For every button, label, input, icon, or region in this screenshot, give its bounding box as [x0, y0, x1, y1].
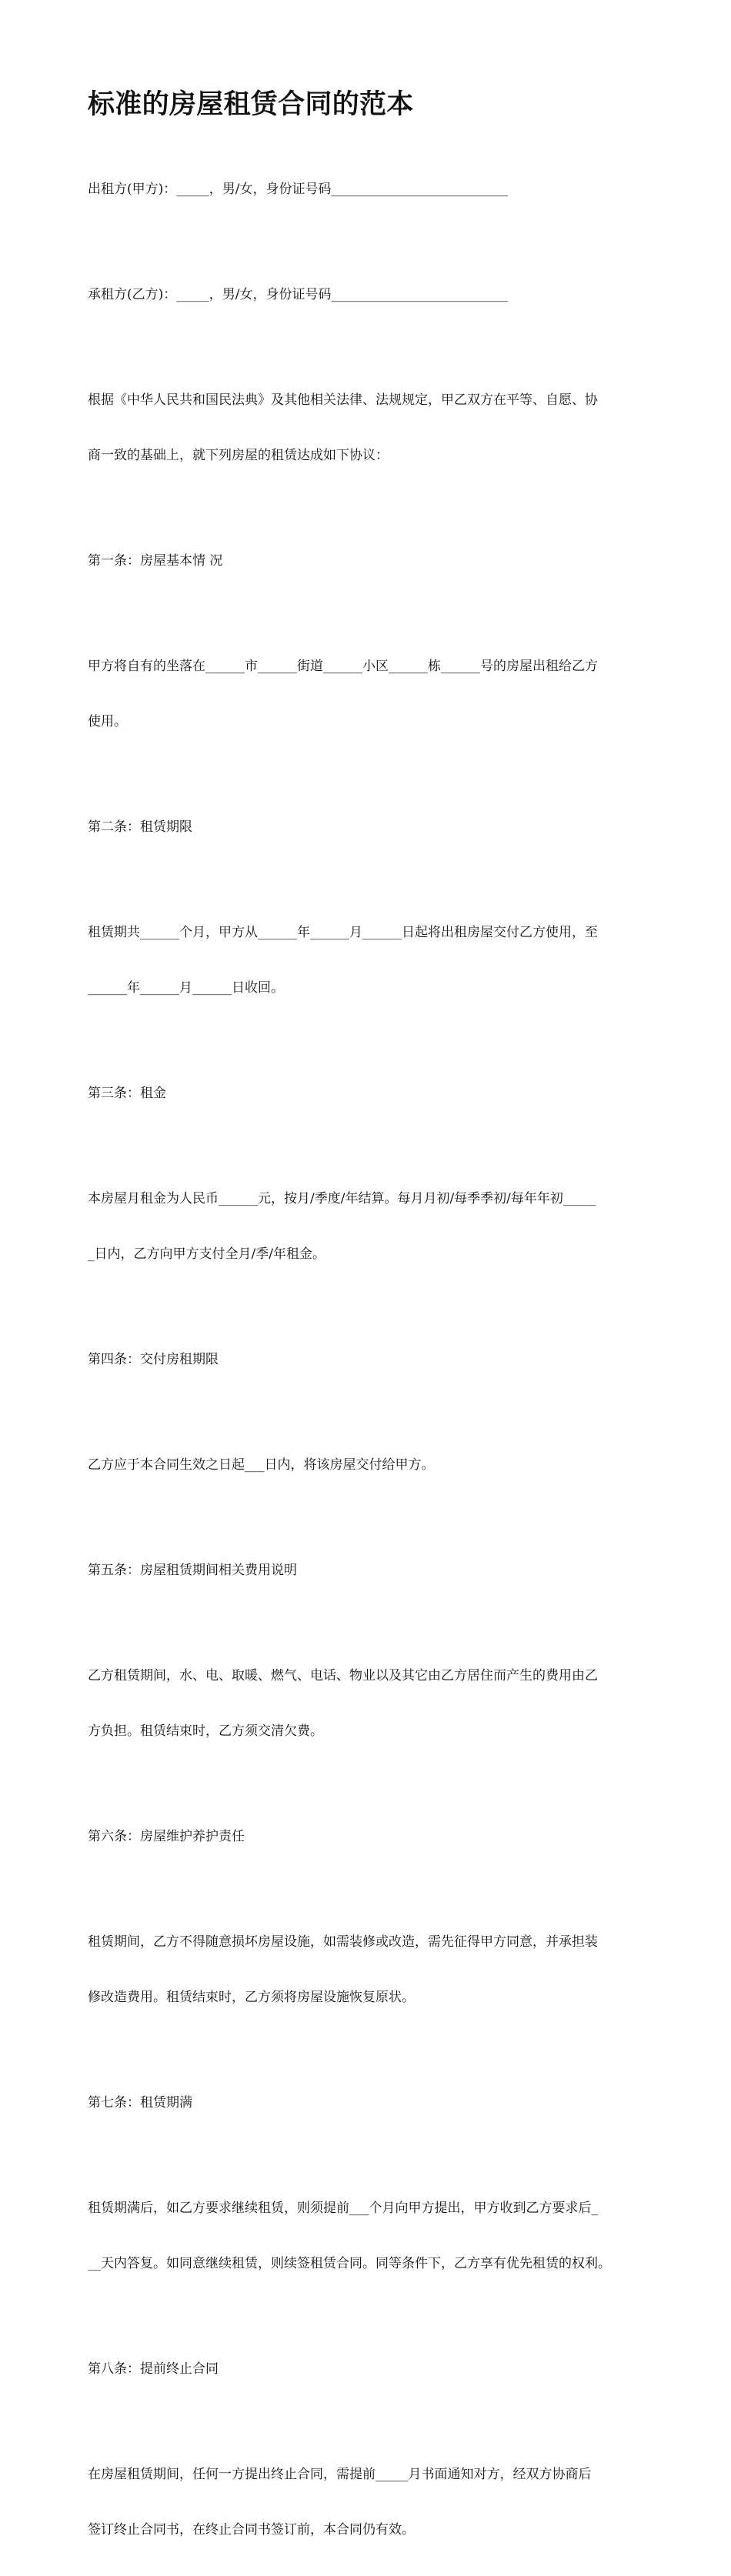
clause-5-heading — [88, 1524, 659, 1617]
clause-1-heading-text: 第一条：房屋基本情 况 — [88, 553, 223, 569]
document-title: 标准的房屋租赁合同的范本 — [88, 89, 414, 120]
clause-5-heading-text: 第五条：房屋租赁期间相关费用说明 — [88, 1563, 297, 1578]
clause-6-body — [88, 1896, 659, 2044]
clause-2-heading-text: 第二条：租赁期限 — [88, 819, 192, 835]
lessor-info-paragraph — [88, 143, 659, 235]
clause-1-heading — [88, 515, 659, 607]
clause-8-line-1: 在房屋租赁期间，任何一方提出终止合同，需提前_____月书面通知对方，经双方协商后 — [88, 2467, 592, 2482]
clause-3-line-2: _日内，乙方向甲方支付全月/季/年租金。 — [88, 1246, 325, 1262]
clause-2-line-1: 租赁期共______个月，甲方从______年______月______日起将出租房屋交付乙方使用，至 — [88, 925, 598, 940]
preamble-paragraph — [88, 354, 659, 502]
clause-8-line-2: 签订终止合同书，在终止合同书签订前，本合同仍有效。 — [88, 2522, 415, 2538]
clause-1-line-2: 使用。 — [88, 714, 127, 729]
clause-7-line-2: __天内答复。如同意继续租赁，则续签租赁合同。同等条件下，乙方享有优先租赁的权利。 — [88, 2256, 611, 2271]
lessee-info-line: 承租方(乙方)：_____，男/女，身份证号码___________________________ — [88, 287, 508, 302]
clause-2-body — [88, 886, 659, 1034]
clause-7-body — [88, 2162, 659, 2310]
preamble-line-2: 商一致的基础上，就下列房屋的租赁达成如下协议： — [88, 448, 389, 463]
clause-3-heading — [88, 1047, 659, 1140]
lessor-info-line: 出租方(甲方)：_____，男/女，身份证号码___________________________ — [88, 182, 508, 197]
clause-5-line-2: 方负担。租赁结束时，乙方须交清欠费。 — [88, 1723, 323, 1739]
clause-8-heading — [88, 2323, 659, 2415]
lessee-info-paragraph — [88, 249, 659, 341]
clause-7-heading-text: 第七条：租赁期满 — [88, 2095, 192, 2111]
clause-6-line-2: 修改造费用。租赁结束时，乙方须将房屋设施恢复原状。 — [88, 1990, 415, 2005]
preamble-line-1: 根据《中华人民共和国民法典》及其他相关法律、法规规定，甲乙双方在平等、自愿、协 — [88, 392, 598, 408]
clause-1-line-1: 甲方将自有的坐落在______市______街道______小区______栋______号的房屋出租给乙方 — [88, 659, 598, 674]
clause-6-heading-text: 第六条：房屋维护养护责任 — [88, 1829, 245, 1844]
clause-5-body — [88, 1630, 659, 1777]
clause-4-body — [88, 1419, 659, 1511]
clause-3-heading-text: 第三条：租金 — [88, 1086, 166, 1101]
clause-4-line-1: 乙方应于本合同生效之日起___日内，将该房屋交付给甲方。 — [88, 1457, 435, 1473]
clause-7-heading — [88, 2057, 659, 2149]
clause-1-body — [88, 620, 659, 768]
clause-4-heading-text: 第四条：交付房租期限 — [88, 1352, 219, 1367]
clause-5-line-1: 乙方租赁期间，水、电、取暖、燃气、电话、物业以及其它由乙方居住而产生的费用由乙 — [88, 1668, 598, 1683]
clause-2-heading — [88, 781, 659, 873]
clause-7-line-1: 租赁期满后，如乙方要求继续租赁，则须提前___个月向甲方提出，甲方收到乙方要求后_ — [88, 2201, 598, 2216]
clause-3-body — [88, 1153, 659, 1300]
clause-6-heading — [88, 1790, 659, 1883]
clause-4-heading — [88, 1313, 659, 1406]
clause-8-heading-text: 第八条：提前终止合同 — [88, 2361, 219, 2377]
clause-2-line-2: ______年______月______日收回。 — [88, 980, 284, 996]
clause-3-line-1: 本房屋月租金为人民币______元，按月/季度/年结算。每月月初/每季季初/每年年初_____ — [88, 1191, 596, 1206]
clause-6-line-1: 租赁期间，乙方不得随意损坏房屋设施，如需装修或改造，需先征得甲方同意，并承担装 — [88, 1934, 598, 1950]
clause-8-body — [88, 2428, 659, 2576]
